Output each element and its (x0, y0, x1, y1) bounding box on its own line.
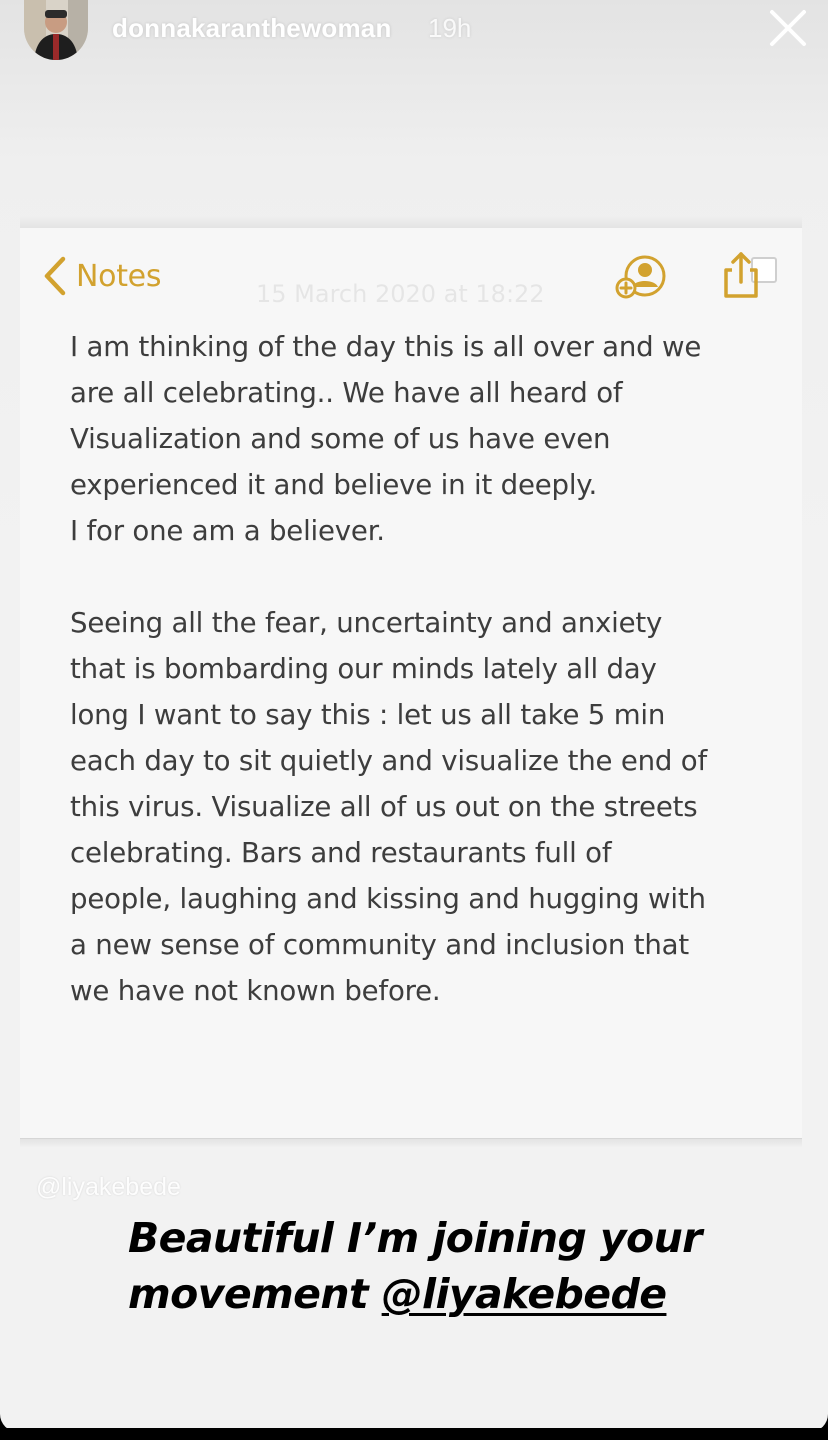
avatar[interactable] (24, 0, 88, 60)
notes-back-button[interactable] (42, 252, 161, 300)
close-button[interactable] (766, 6, 810, 50)
caption-line-2-text: movement (128, 1270, 382, 1318)
chevron-left-icon (42, 255, 68, 297)
close-icon (766, 6, 810, 50)
note-date: 15 March 2020 at 18:22 (256, 280, 545, 308)
add-person-icon (614, 252, 672, 302)
note-line: we have not known before. (70, 974, 441, 1007)
note-line: this virus. Visualize all of us out on the streets (70, 790, 698, 823)
note-line: long I want to say this : let us all take 5 min (70, 698, 666, 731)
note-text (70, 324, 770, 1014)
share-button[interactable] (718, 250, 780, 302)
add-person-button[interactable] (614, 252, 672, 302)
note-line: people, laughing and kissing and hugging with (70, 882, 706, 915)
note-line: experienced it and believe in it deeply. (70, 468, 598, 501)
caption-line-2 (128, 1266, 808, 1322)
caption-line-1: Beautiful I’m joining your (128, 1214, 702, 1262)
note-line: a new sense of community and inclusion that (70, 928, 689, 961)
share-icon (718, 250, 780, 302)
note-line: each day to sit quietly and visualize the end of (70, 744, 708, 777)
post-timestamp: 19h (428, 13, 472, 43)
note-line: Seeing all the fear, uncertainty and anxiety (70, 606, 663, 639)
caption-mention-link[interactable]: @liyakebede (381, 1270, 667, 1318)
notes-back-label: Notes (76, 258, 162, 294)
note-line: Visualization and some of us have even (70, 422, 611, 455)
username[interactable]: donnakaranthewoman (112, 13, 392, 43)
avatar-image (24, 0, 88, 60)
card-bottom-shadow (20, 1138, 802, 1148)
note-line: I am thinking of the day this is all over and we (70, 330, 702, 363)
paragraph-gap (70, 554, 770, 600)
note-line: celebrating. Bars and restaurants full of (70, 836, 612, 869)
note-line: I for one am a believer. (70, 514, 385, 547)
story-caption (128, 1210, 808, 1322)
notes-screenshot (20, 228, 802, 1138)
note-line: that is bombarding our minds lately all day (70, 652, 657, 685)
mention-sticker[interactable]: @liyakebede (36, 1173, 181, 1201)
bottom-bar (0, 1428, 828, 1440)
note-line: are all celebrating.. We have all heard of (70, 376, 623, 409)
